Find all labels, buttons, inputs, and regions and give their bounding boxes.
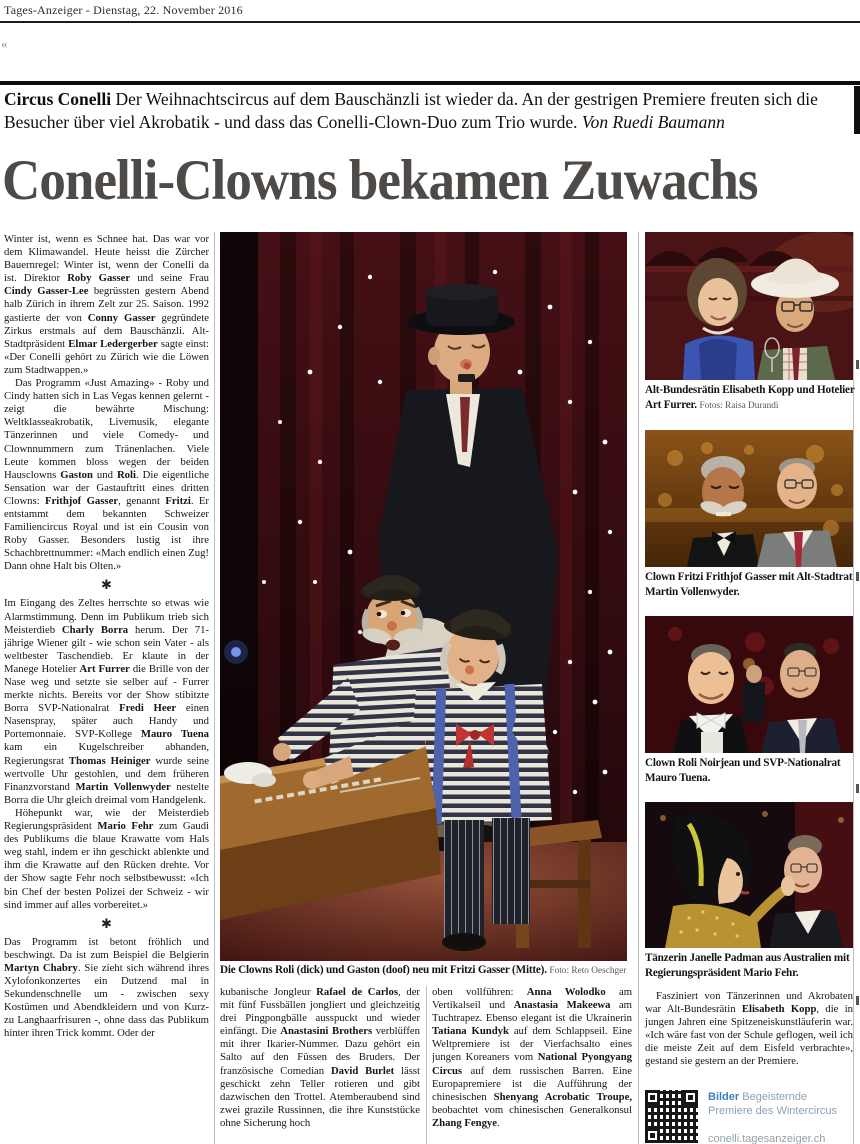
caption-fritzi-vollenwyder bbox=[645, 570, 855, 599]
edge-mark bbox=[856, 996, 859, 1005]
edge-mark bbox=[856, 572, 859, 581]
qr-finder-icon bbox=[645, 1128, 660, 1143]
photo-padman-fehr-image bbox=[645, 802, 853, 948]
article-paragraph-right: Fasziniert von Tänzerinnen und Akrobaten war Alt-Bundesrätin Elisabeth Kopp, die in jungen Jahren eine Spitzeneiskunstläuferin war. «Ich wäre fast von der Schule geflogen, weil ich die meiste Zeit auf dem Eisfeld verbrachte», gestand sie gestern an der Premiere. bbox=[645, 990, 854, 1068]
main-caption-text: Die Clowns Roli (dick) und Gaston (doof) neu mit Fritzi Gasser (Mitte). bbox=[220, 964, 547, 976]
article-paragraph-2: Das Programm «Just Amazing» - Roby und Cindy hatten sich in Las Vegas kennen gelernt - zeigt die bewährte Mischung: Weltklasseakrobatik, Livemusik, elegante Tänzerinnen und viele Comedy- und Clownnummern zum Tränenlachen. Viele Leute kommen bloss wegen der beiden Hausclowns Gaston und Roli. Die eigentliche Sensation war der Gastauftritt eines dritten Clowns: Frithjof Gasser, genannt Fritzi. Er entstammt dem bekannten Schweizer Familiencircus Royal und ist ein Cousin von Roby Gasser. Besonders lustig ist ihre Schachbrettnummer: «Mach endlich einen Zug! Dann ohne Halt bis Olten.» bbox=[4, 377, 209, 573]
photo-roli-tuena bbox=[645, 616, 853, 753]
caption-kopp-furrer bbox=[645, 383, 855, 413]
column-rule-center bbox=[638, 232, 639, 1144]
qr-code bbox=[645, 1090, 698, 1143]
weblink-text bbox=[708, 1091, 853, 1118]
article-bottom-column-2 bbox=[432, 986, 632, 1144]
right-edge-bar bbox=[854, 86, 860, 134]
article-paragraph-6: kubanische Jongleur Rafael de Carlos, der mit fünf Fussbällen jongliert und gleichzeitig drei Pingpongbälle ausspuckt und wieder einfängt. Die Anastasini Brothers verblüffen mit ihrer Ikarier-Nummer. Dazu gehört ein Salto auf den Füssen des Bruders. Der französische Comedian David Burlet lässt geschickt zehn Teller rotieren und gibt dazwischen den Trottel. Atemberaubend sind zwei grazile Russinnen, die ihre Kunststücke ohne Sicherung hoch bbox=[220, 986, 420, 1129]
weblink-url[interactable]: conelli.tagesanzeiger.ch bbox=[708, 1133, 826, 1144]
masthead-dateline: Tages-Anzeiger - Dienstag, 22. November 2016 bbox=[4, 3, 243, 17]
main-photo-caption bbox=[220, 964, 640, 976]
headline: Conelli-Clowns bekamen Zuwachs bbox=[2, 149, 758, 212]
weblink-block bbox=[645, 1090, 855, 1144]
qr-finder-icon bbox=[645, 1090, 660, 1105]
photo-fritzi-vollenwyder bbox=[645, 430, 853, 567]
article-left-column bbox=[4, 233, 209, 1142]
edge-mark bbox=[856, 784, 859, 793]
asterisk-divider: ✱ bbox=[101, 916, 112, 932]
article-paragraph-1: Winter ist, wenn es Schnee hat. Das war vor dem Klimawandel. Heute heisst die Zürcher Bauernregel: Winter ist, wenn der Conelli da ist. Direktor Roby Gasser und seine Frau Cindy Gasser-Lee begrüssten gestern Abend halb Zürich in ihrem Zelt zur 25. Saison. 1992 gastierte der von Conny Gasser gegründete Zirkus erstmals auf dem Bauschänzli. Alt-Stadtpräsident Elmar Ledergerber sagte einst: «Der Conelli gehört zu Zürich wie die Löwen zum Stadtwappen.» bbox=[4, 233, 209, 376]
caption-text: Tänzerin Janelle Padman aus Australien mit Regierungspräsident Mario Fehr. bbox=[645, 952, 850, 979]
photo-kopp-furrer-image bbox=[645, 232, 853, 380]
lead-byline: Von Ruedi Baumann bbox=[581, 111, 725, 132]
left-margin-mark: « bbox=[1, 36, 8, 51]
main-photo-image bbox=[220, 232, 627, 961]
lead-paragraph bbox=[4, 88, 846, 133]
photo-fritzi-vollenwyder-image bbox=[645, 430, 853, 567]
photo-kopp-furrer bbox=[645, 232, 853, 380]
bottom-column-rule bbox=[426, 986, 427, 1144]
caption-text: Clown Roli Noirjean und SVP-Nationalrat Mauro Tuena. bbox=[645, 757, 841, 784]
photo-padman-fehr bbox=[645, 802, 853, 948]
column-rule-right bbox=[853, 232, 854, 1144]
qr-finder-icon bbox=[683, 1090, 698, 1105]
article-paragraph-7: oben vollführen: Anna Wolodko am Vertikalseil und Anastasia Makeewa am Tuchtrapez. Ebenso elegant ist die Ukrainerin Tatiana Kundyk auf dem Schlappseil. Eine Weltpremiere ist der Vierfachsalto eines jungen Koreaners vom National Pyongyang Circus auf dem russischen Barren. Eine Europapremiere ist die Aufführung der chinesischen Shenyang Acrobatic Troupe, beobachtet vom chinesischen Generalkonsul Zhang Fengye. bbox=[432, 986, 632, 1129]
caption-credit: Fotos: Raisa Durandi bbox=[699, 400, 779, 411]
lead-rule bbox=[0, 81, 860, 85]
lead-text: Der Weihnachtscircus auf dem Bauschänzli ist wieder da. An der gestrigen Premiere freuten sich die Besucher über viel Akrobatik - und dass das Conelli-Clown-Duo zum Trio wurde. bbox=[4, 89, 818, 132]
main-photo-clowns bbox=[220, 232, 627, 961]
photo-roli-tuena-image bbox=[645, 616, 853, 753]
caption-text: Alt-Bundesrätin Elisabeth Kopp und Hotelier Art Furrer. bbox=[645, 384, 855, 411]
caption-padman-fehr bbox=[645, 951, 855, 980]
asterisk-divider: ✱ bbox=[101, 578, 112, 594]
main-caption-credit: Foto: Reto Oeschger bbox=[549, 966, 627, 976]
edge-mark bbox=[856, 360, 859, 369]
weblink-description: Begeisternde Premiere des Wintercircus bbox=[708, 1091, 837, 1117]
article-paragraph-4: Höhepunkt war, wie der Meisterdieb Regierungspräsident Mario Fehr zum Gaudi des Publikums die blaue Krawatte vom Hals weg stahl, indem er ihn geschickt ablenkte und ihm die Krawatte auf den Rücken drehte. Vor der Show sagte Fehr noch selbstbewusst: «Ich bin Chef der besten Polizei der Schweiz - wir sind immer auf alles vorbereitet.» bbox=[4, 806, 209, 911]
article-bottom-column-1 bbox=[220, 986, 420, 1144]
caption-roli-tuena bbox=[645, 756, 855, 785]
masthead-rule bbox=[0, 21, 860, 23]
article-paragraph-5: Das Programm ist betont fröhlich und beschwingt. Da ist zum Beispiel die Belgierin Martyn Chabry. Sie zieht sich während ihres Xylofonkonzertes ein Dutzend mal in Sekundenschnelle um - zwischen sexy Kostümen und Abendkleidern und von Kurz- zu Langhaarfrisuren -, ohne dass das Publikum hinter ihren Trick kommt. Oder der bbox=[4, 935, 209, 1040]
lead-kicker: Circus Conelli bbox=[4, 89, 112, 109]
weblink-label: Bilder bbox=[708, 1091, 740, 1103]
caption-text: Clown Fritzi Frithjof Gasser mit Alt-Stadtrat Martin Vollenwyder. bbox=[645, 571, 853, 598]
column-rule-left bbox=[214, 232, 215, 1144]
article-paragraph-3: Im Eingang des Zeltes herrschte so etwas wie Alarmstimmung. Denn im Publikum trieb sich Meisterdieb Charly Borra herum. Der 71-jährige Wiener gilt - wie schon sein Vater - als weltbester Taschendieb. Er klaute in der Manege Hotelier Art Furrer die Brille von der Nase weg und setzte sie selber auf - Furrer merkte nichts. Bereits vor der Show stibitzte Borra SVP-Nationalrat Fredi Heer einen Nasenspray, später auch Handy und Portemonnaie. SVP-Kollege Mauro Tuena kam ein Kugelschreiber abhanden, Regierungsrat Thomas Heiniger wurde seine wertvolle Uhr gestohlen, und dem früheren Finanzvorstand Martin Vollenwyder nestelte Borra die Uhr gleich dreimal vom Handgelenk. bbox=[4, 597, 209, 806]
